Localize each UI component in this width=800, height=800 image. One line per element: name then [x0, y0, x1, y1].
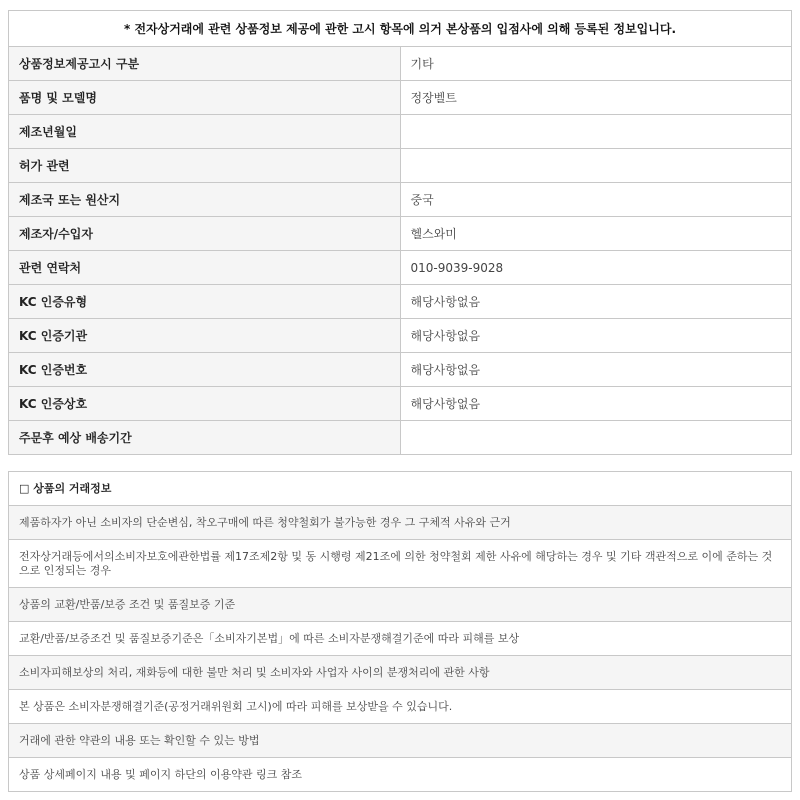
table-row: [9, 724, 792, 758]
row-value: 해당사항없음: [400, 285, 792, 319]
row-label: 관련 연락처: [9, 251, 401, 285]
row-label: 제조국 또는 원산지: [9, 183, 401, 217]
row-label: 주문후 예상 배송기간: [9, 421, 401, 455]
table-row: [9, 387, 792, 421]
table-row: [9, 353, 792, 387]
notice-row: [9, 11, 792, 47]
row-label: 상품정보제공고시 구분: [9, 47, 401, 81]
table-row: [9, 622, 792, 656]
row-label: KC 인증번호: [9, 353, 401, 387]
table-row: [9, 656, 792, 690]
notice-text: * 전자상거래에 관련 상품정보 제공에 관한 고시 항목에 의거 본상품의 입점사에 의해 등록된 정보입니다.: [9, 11, 792, 47]
table-row: [9, 47, 792, 81]
trade-header-row: [9, 472, 792, 506]
row-value: 헬스와미: [400, 217, 792, 251]
row-value: 기타: [400, 47, 792, 81]
trade-question: 제품하자가 아닌 소비자의 단순변심, 착오구매에 따른 청약철회가 불가능한 경우 그 구체적 사유와 근거: [9, 506, 792, 540]
trade-answer: 상품 상세페이지 내용 및 페이지 하단의 이용약관 링크 참조: [9, 758, 792, 792]
row-value: 정장벨트: [400, 81, 792, 115]
table-row: [9, 506, 792, 540]
table-row: [9, 183, 792, 217]
trade-answer: 본 상품은 소비자분쟁해결기준(공정거래위원회 고시)에 따라 피해를 보상받을 수 있습니다.: [9, 690, 792, 724]
table-row: [9, 421, 792, 455]
row-label: KC 인증기관: [9, 319, 401, 353]
row-label: 제조년월일: [9, 115, 401, 149]
table-row: [9, 149, 792, 183]
row-label: KC 인증유형: [9, 285, 401, 319]
table-row: [9, 758, 792, 792]
trade-section-title: □ 상품의 거래정보: [9, 472, 792, 506]
row-value: 해당사항없음: [400, 387, 792, 421]
table-row: [9, 115, 792, 149]
table-row: [9, 690, 792, 724]
table-row: [9, 217, 792, 251]
table-row: [9, 540, 792, 588]
table-row: [9, 251, 792, 285]
row-value: 중국: [400, 183, 792, 217]
row-value: 해당사항없음: [400, 353, 792, 387]
trade-answer: 교환/반품/보증조건 및 품질보증기준은「소비자기본법」에 따른 소비자분쟁해결기준에 따라 피해를 보상: [9, 622, 792, 656]
table-row: [9, 588, 792, 622]
trade-info-table: [8, 471, 792, 792]
row-value: 010-9039-9028: [400, 251, 792, 285]
row-value: [400, 115, 792, 149]
trade-question: 소비자피해보상의 처리, 재화등에 대한 불만 처리 및 소비자와 사업자 사이의 분쟁처리에 관한 사항: [9, 656, 792, 690]
table-row: [9, 81, 792, 115]
row-value: [400, 421, 792, 455]
row-value: [400, 149, 792, 183]
table-row: [9, 319, 792, 353]
trade-question: 상품의 교환/반품/보증 조건 및 품질보증 기준: [9, 588, 792, 622]
trade-question: 거래에 관한 약관의 내용 또는 확인할 수 있는 방법: [9, 724, 792, 758]
row-label: 품명 및 모델명: [9, 81, 401, 115]
row-label: KC 인증상호: [9, 387, 401, 421]
product-info-table: [8, 10, 792, 455]
trade-answer: 전자상거래등에서의소비자보호에관한법률 제17조제2항 및 동 시행령 제21조에 의한 청약철회 제한 사유에 해당하는 경우 및 기타 객관적으로 이에 준하는 것으로 인정되는 경우: [9, 540, 792, 588]
table-row: [9, 285, 792, 319]
row-label: 제조자/수입자: [9, 217, 401, 251]
row-value: 해당사항없음: [400, 319, 792, 353]
row-label: 허가 관련: [9, 149, 401, 183]
